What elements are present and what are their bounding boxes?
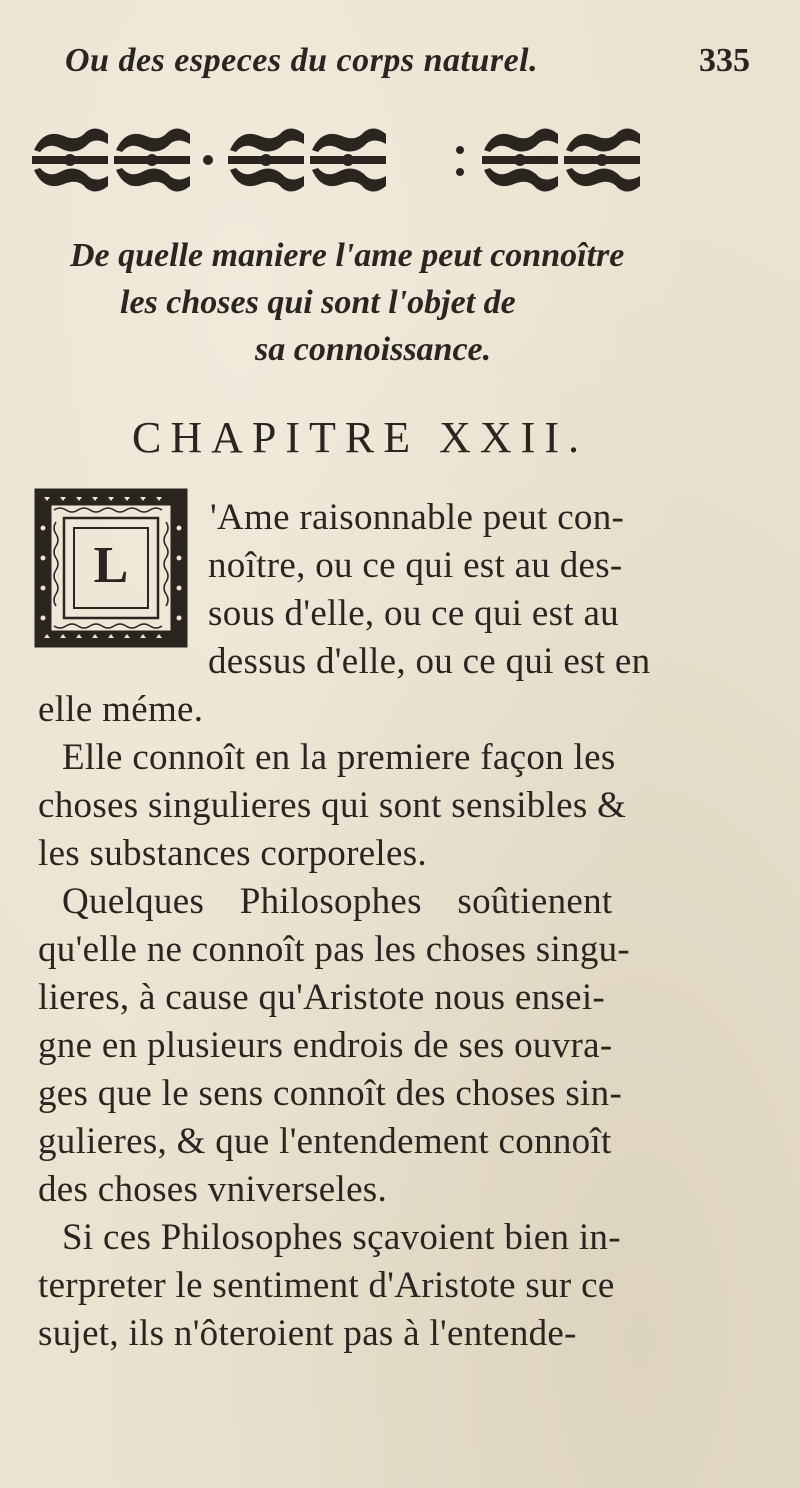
text-line: 'Ame raisonnable peut con- [210,497,625,538]
initial-letter: L [93,537,129,594]
ornament-band-graphic [30,120,720,200]
text-line: des choses vniverseles. [38,1169,388,1210]
text-line: sujet, ils n'ôteroient pas à l'entende- [38,1313,577,1354]
text-line: Quelques Philosophes soûtienent [62,881,613,922]
running-title: Ou des especes du corps naturel. [65,42,539,79]
text-line: lieres, à cause qu'Aristote nous ensei- [38,977,606,1018]
text-line: terpreter le sentiment d'Aristote sur ce [38,1265,615,1306]
text-line: sous d'elle, ou ce qui est au [208,593,619,634]
chapter-title: CHAPITRE XXII. [132,413,588,462]
text-line: ges que le sens connoît des choses sin- [38,1073,623,1114]
text-line: Elle connoît en la premiere façon les [62,737,616,778]
running-head [60,38,750,88]
decorated-initial [34,488,188,648]
text-line: choses singulieres qui sont sensibles & [38,785,627,826]
text-line: qu'elle ne connoît pas les choses singu- [38,929,631,970]
text-line: dessus d'elle, ou ce qui est en [208,641,651,682]
section-heading-line-2: les choses qui sont l'objet de [120,284,516,321]
text-line: gulieres, & que l'entendement connoît [38,1121,612,1162]
text-line: elle méme. [38,689,204,730]
section-heading-line-1: De quelle maniere l'ame peut connoître [70,237,625,274]
section-heading [70,232,730,373]
text-line: gne en plusieurs endrois de ses ouvra- [38,1025,613,1066]
ornament-band [30,120,720,200]
text-line: noître, ou ce qui est au des- [208,545,623,586]
text-line: les substances corporeles. [38,833,427,874]
page-number: 335 [699,42,750,79]
section-heading-line-3: sa connoissance. [255,331,492,368]
text-line: Si ces Philosophes sçavoient bien in- [62,1217,621,1258]
